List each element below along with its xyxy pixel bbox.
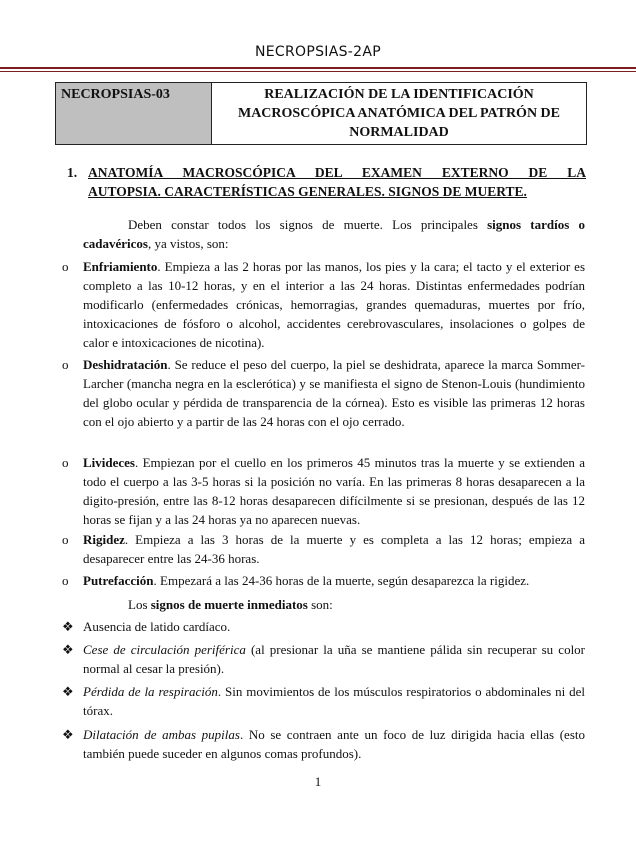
late-sign-item	[83, 571, 585, 590]
immediate-text-after: son:	[307, 597, 333, 612]
immediate-sign-item	[83, 640, 585, 678]
bullet-circle: o	[62, 532, 69, 547]
late-sign-text: . Empiezan por el cuello en los primeros 45 minutos tras la muerte y se extienden a todo el cuerpo a las 3-5 horas si la posición no varía. En las primeras 8 horas desaparecen a la digito-presión, entre las 8-12 horas desaparecen difícilmente si se presionan, después de las 12 horas se fijan y a las 24 horas ya no aparecen nuevas.	[83, 455, 585, 527]
immediate-sign-item	[83, 617, 585, 636]
late-sign-term: Livideces	[83, 455, 135, 470]
bullet-circle: o	[62, 357, 69, 372]
late-sign-text: . Empieza a las 3 horas de la muerte y es completa a las 12 horas; empieza a desaparecer entre las 24-36 horas.	[83, 532, 585, 566]
section-number: 1.	[67, 165, 78, 180]
document-header-table	[55, 82, 587, 145]
immediate-sign-text: . No se contraen ante un foco de luz dirigida hacia ellas (esto también puede suceder en algunos comas profundos).	[83, 727, 585, 761]
intro-text-before: Deben constar todos los signos de muerte. Los principales	[128, 217, 488, 232]
late-sign-item	[83, 355, 585, 431]
intro-paragraph	[83, 215, 585, 253]
header-rule-thick	[0, 67, 636, 69]
bullet-circle: o	[62, 259, 69, 274]
immediate-sign-term: Pérdida de la respiración	[83, 684, 218, 699]
section-heading	[67, 163, 586, 201]
intro-text-after: , ya vistos, son:	[147, 236, 229, 251]
bullet-diamond: ❖	[62, 619, 74, 634]
immediate-sign-text: . Sin movimientos de los músculos respiratorios o abdominales ni del tórax.	[83, 684, 585, 718]
bullet-diamond: ❖	[62, 642, 74, 657]
bullet-diamond: ❖	[62, 727, 74, 742]
running-header-title: NECROPSIAS-2AP	[255, 44, 381, 60]
immediate-sign-item	[83, 682, 585, 720]
immediate-text-before: Los	[128, 597, 151, 612]
late-sign-text: . Empezará a las 24-36 horas de la muerte, según desaparezca la rigidez.	[153, 573, 530, 588]
intro-bold-term: signos tardíos o cadavéricos	[83, 217, 585, 251]
section-title-line-1: ANATOMÍA MACROSCÓPICA DEL EXAMEN EXTERNO DE LA	[88, 165, 586, 180]
immediate-sign-text: (al presionar la uña se mantiene pálida sin recuperar su color normal al cesar la presión).	[83, 642, 586, 676]
immediate-bold-term: signos de muerte inmediatos	[150, 597, 308, 612]
late-sign-term: Rigidez	[83, 532, 125, 547]
immediate-sign-term: Dilatación de ambas pupilas	[83, 727, 240, 742]
late-sign-text: . Empieza a las 2 horas por las manos, los pies y la cara; el tacto y el exterior es completo a las 10-12 horas, y en el interior a las 24 horas. Distintas enfermedades podrían modificarlo (enfermedades crónicas, hemorragias, grandes quemaduras, muertes por frío, intoxicaciones de fósforo o alcohol, accidentes cerebrovasculares, insolaciones o golpes de calor e intoxicaciones de nicotina).	[83, 259, 585, 350]
late-sign-term: Enfriamiento	[83, 259, 158, 274]
bullet-circle: o	[62, 573, 69, 588]
bullet-diamond: ❖	[62, 684, 74, 699]
late-sign-term: Deshidratación	[83, 357, 168, 372]
late-sign-item	[83, 257, 585, 352]
late-sign-item	[83, 530, 585, 568]
document-title-cell: REALIZACIÓN DE LA IDENTIFICACIÓN MACROSCÓPICA ANATÓMICA DEL PATRÓN DE NORMALIDAD	[212, 83, 587, 145]
late-sign-text: . Se reduce el peso del cuerpo, la piel se deshidrata, aparece la marca Sommer-Larcher (mancha negra en la esclerótica) y se manifiesta el signo de Stenon-Louis (hundimiento del globo ocular y pérdida de transparencia de la córnea). Esto es visible las primeras 12 horas con el ojo abierto y a partir de las 24 horas con el ojo cerrado.	[83, 357, 585, 429]
immediate-sign-term: Cese de circulación periférica	[83, 642, 246, 657]
immediate-signs-intro	[128, 595, 586, 614]
section-title-line-2: AUTOPSIA. CARACTERÍSTICAS GENERALES. SIGNOS DE MUERTE.	[88, 184, 527, 199]
late-sign-term: Putrefacción	[83, 573, 154, 588]
header-rule-thin	[0, 71, 636, 72]
bullet-circle: o	[62, 455, 69, 470]
immediate-sign-item	[83, 725, 585, 763]
late-sign-item	[83, 453, 585, 529]
page-number: 1	[314, 774, 322, 789]
immediate-sign-text: Ausencia de latido cardíaco.	[83, 619, 231, 634]
document-code-cell: NECROPSIAS-03	[56, 83, 212, 145]
